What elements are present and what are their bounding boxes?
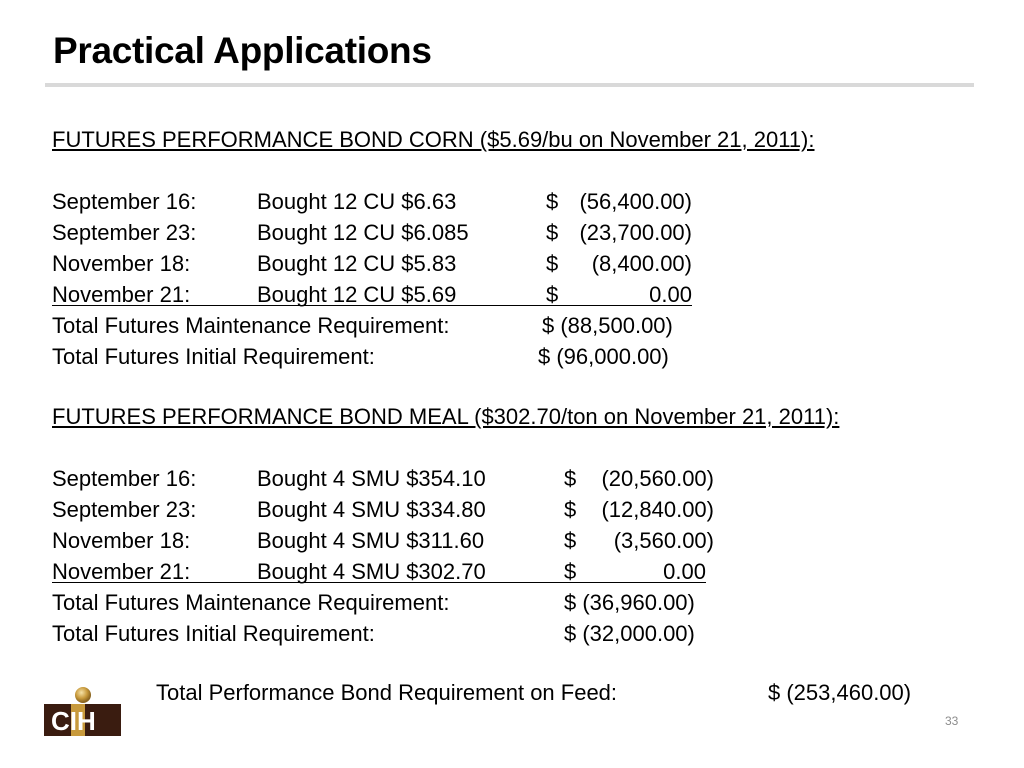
meal-row — [52, 466, 714, 492]
corn-section-heading: FUTURES PERFORMANCE BOND CORN ($5.69/bu on November 21, 2011): — [52, 127, 815, 152]
meal-initial-total — [52, 621, 722, 647]
row-date: November 21: — [52, 282, 191, 307]
row-amount — [564, 466, 714, 492]
title-divider — [45, 83, 974, 87]
page-number: 33 — [945, 714, 959, 728]
row-currency: $ — [564, 466, 577, 491]
row-action: Bought 4 SMU $302.70 — [257, 559, 486, 584]
total-amount: $ (36,960.00) — [564, 590, 695, 615]
total-label: Total Futures Initial Requirement: — [52, 621, 375, 646]
row-value: (20,560.00) — [601, 466, 714, 491]
row-action: Bought 12 CU $5.69 — [257, 282, 457, 307]
meal-row — [52, 497, 714, 523]
total-amount: $ (96,000.00) — [538, 344, 669, 369]
row-amount — [546, 189, 692, 215]
corn-row — [52, 251, 692, 277]
row-currency: $ — [546, 220, 559, 245]
row-value: (3,560.00) — [613, 528, 714, 553]
row-amount — [546, 220, 692, 246]
total-label: Total Futures Maintenance Requirement: — [52, 590, 450, 615]
row-amount — [546, 282, 692, 308]
row-currency: $ — [546, 282, 559, 307]
grand-total-label: Total Performance Bond Requirement on Feed: — [156, 680, 618, 705]
row-value: 0.00 — [663, 559, 706, 584]
logo-letters: CIH — [51, 706, 96, 736]
row-action: Bought 12 CU $6.085 — [257, 220, 469, 245]
corn-initial-total — [52, 344, 712, 370]
meal-section-heading: FUTURES PERFORMANCE BOND MEAL ($302.70/ton on November 21, 2011): — [52, 404, 840, 429]
row-currency: $ — [546, 251, 559, 276]
row-date: November 18: — [52, 251, 191, 276]
grand-total-amount: $ (253,460.00) — [768, 680, 912, 705]
total-amount: $ (32,000.00) — [564, 621, 695, 646]
row-date: September 16: — [52, 189, 197, 214]
row-action: Bought 4 SMU $334.80 — [257, 497, 486, 522]
meal-maintenance-total — [52, 590, 722, 616]
total-label: Total Futures Initial Requirement: — [52, 344, 375, 369]
row-value: (56,400.00) — [579, 189, 692, 214]
row-currency: $ — [546, 189, 559, 214]
row-amount — [546, 251, 692, 277]
row-date: September 16: — [52, 466, 197, 491]
row-date: September 23: — [52, 497, 197, 522]
cih-logo — [44, 686, 122, 738]
corn-row — [52, 282, 692, 306]
row-value: (8,400.00) — [591, 251, 692, 276]
row-value: 0.00 — [649, 282, 692, 307]
meal-row — [52, 559, 706, 583]
row-value: (23,700.00) — [579, 220, 692, 245]
meal-row — [52, 528, 714, 554]
row-amount — [564, 559, 706, 585]
total-label: Total Futures Maintenance Requirement: — [52, 313, 450, 338]
row-currency: $ — [564, 559, 577, 584]
row-value: (12,840.00) — [601, 497, 714, 522]
row-date: November 21: — [52, 559, 191, 584]
corn-row — [52, 189, 692, 215]
row-amount — [564, 528, 714, 554]
grand-total-row — [156, 680, 946, 706]
row-date: November 18: — [52, 528, 191, 553]
row-amount — [564, 497, 714, 523]
row-date: September 23: — [52, 220, 197, 245]
slide-title: Practical Applications — [53, 30, 432, 71]
row-action: Bought 12 CU $5.83 — [257, 251, 457, 276]
cih-logo-mark — [44, 686, 122, 738]
row-currency: $ — [564, 528, 577, 553]
total-amount: $ (88,500.00) — [542, 313, 673, 338]
corn-row — [52, 220, 692, 246]
row-action: Bought 4 SMU $354.10 — [257, 466, 486, 491]
row-action: Bought 12 CU $6.63 — [257, 189, 457, 214]
row-action: Bought 4 SMU $311.60 — [257, 528, 485, 553]
corn-maintenance-total — [52, 313, 712, 339]
row-currency: $ — [564, 497, 577, 522]
